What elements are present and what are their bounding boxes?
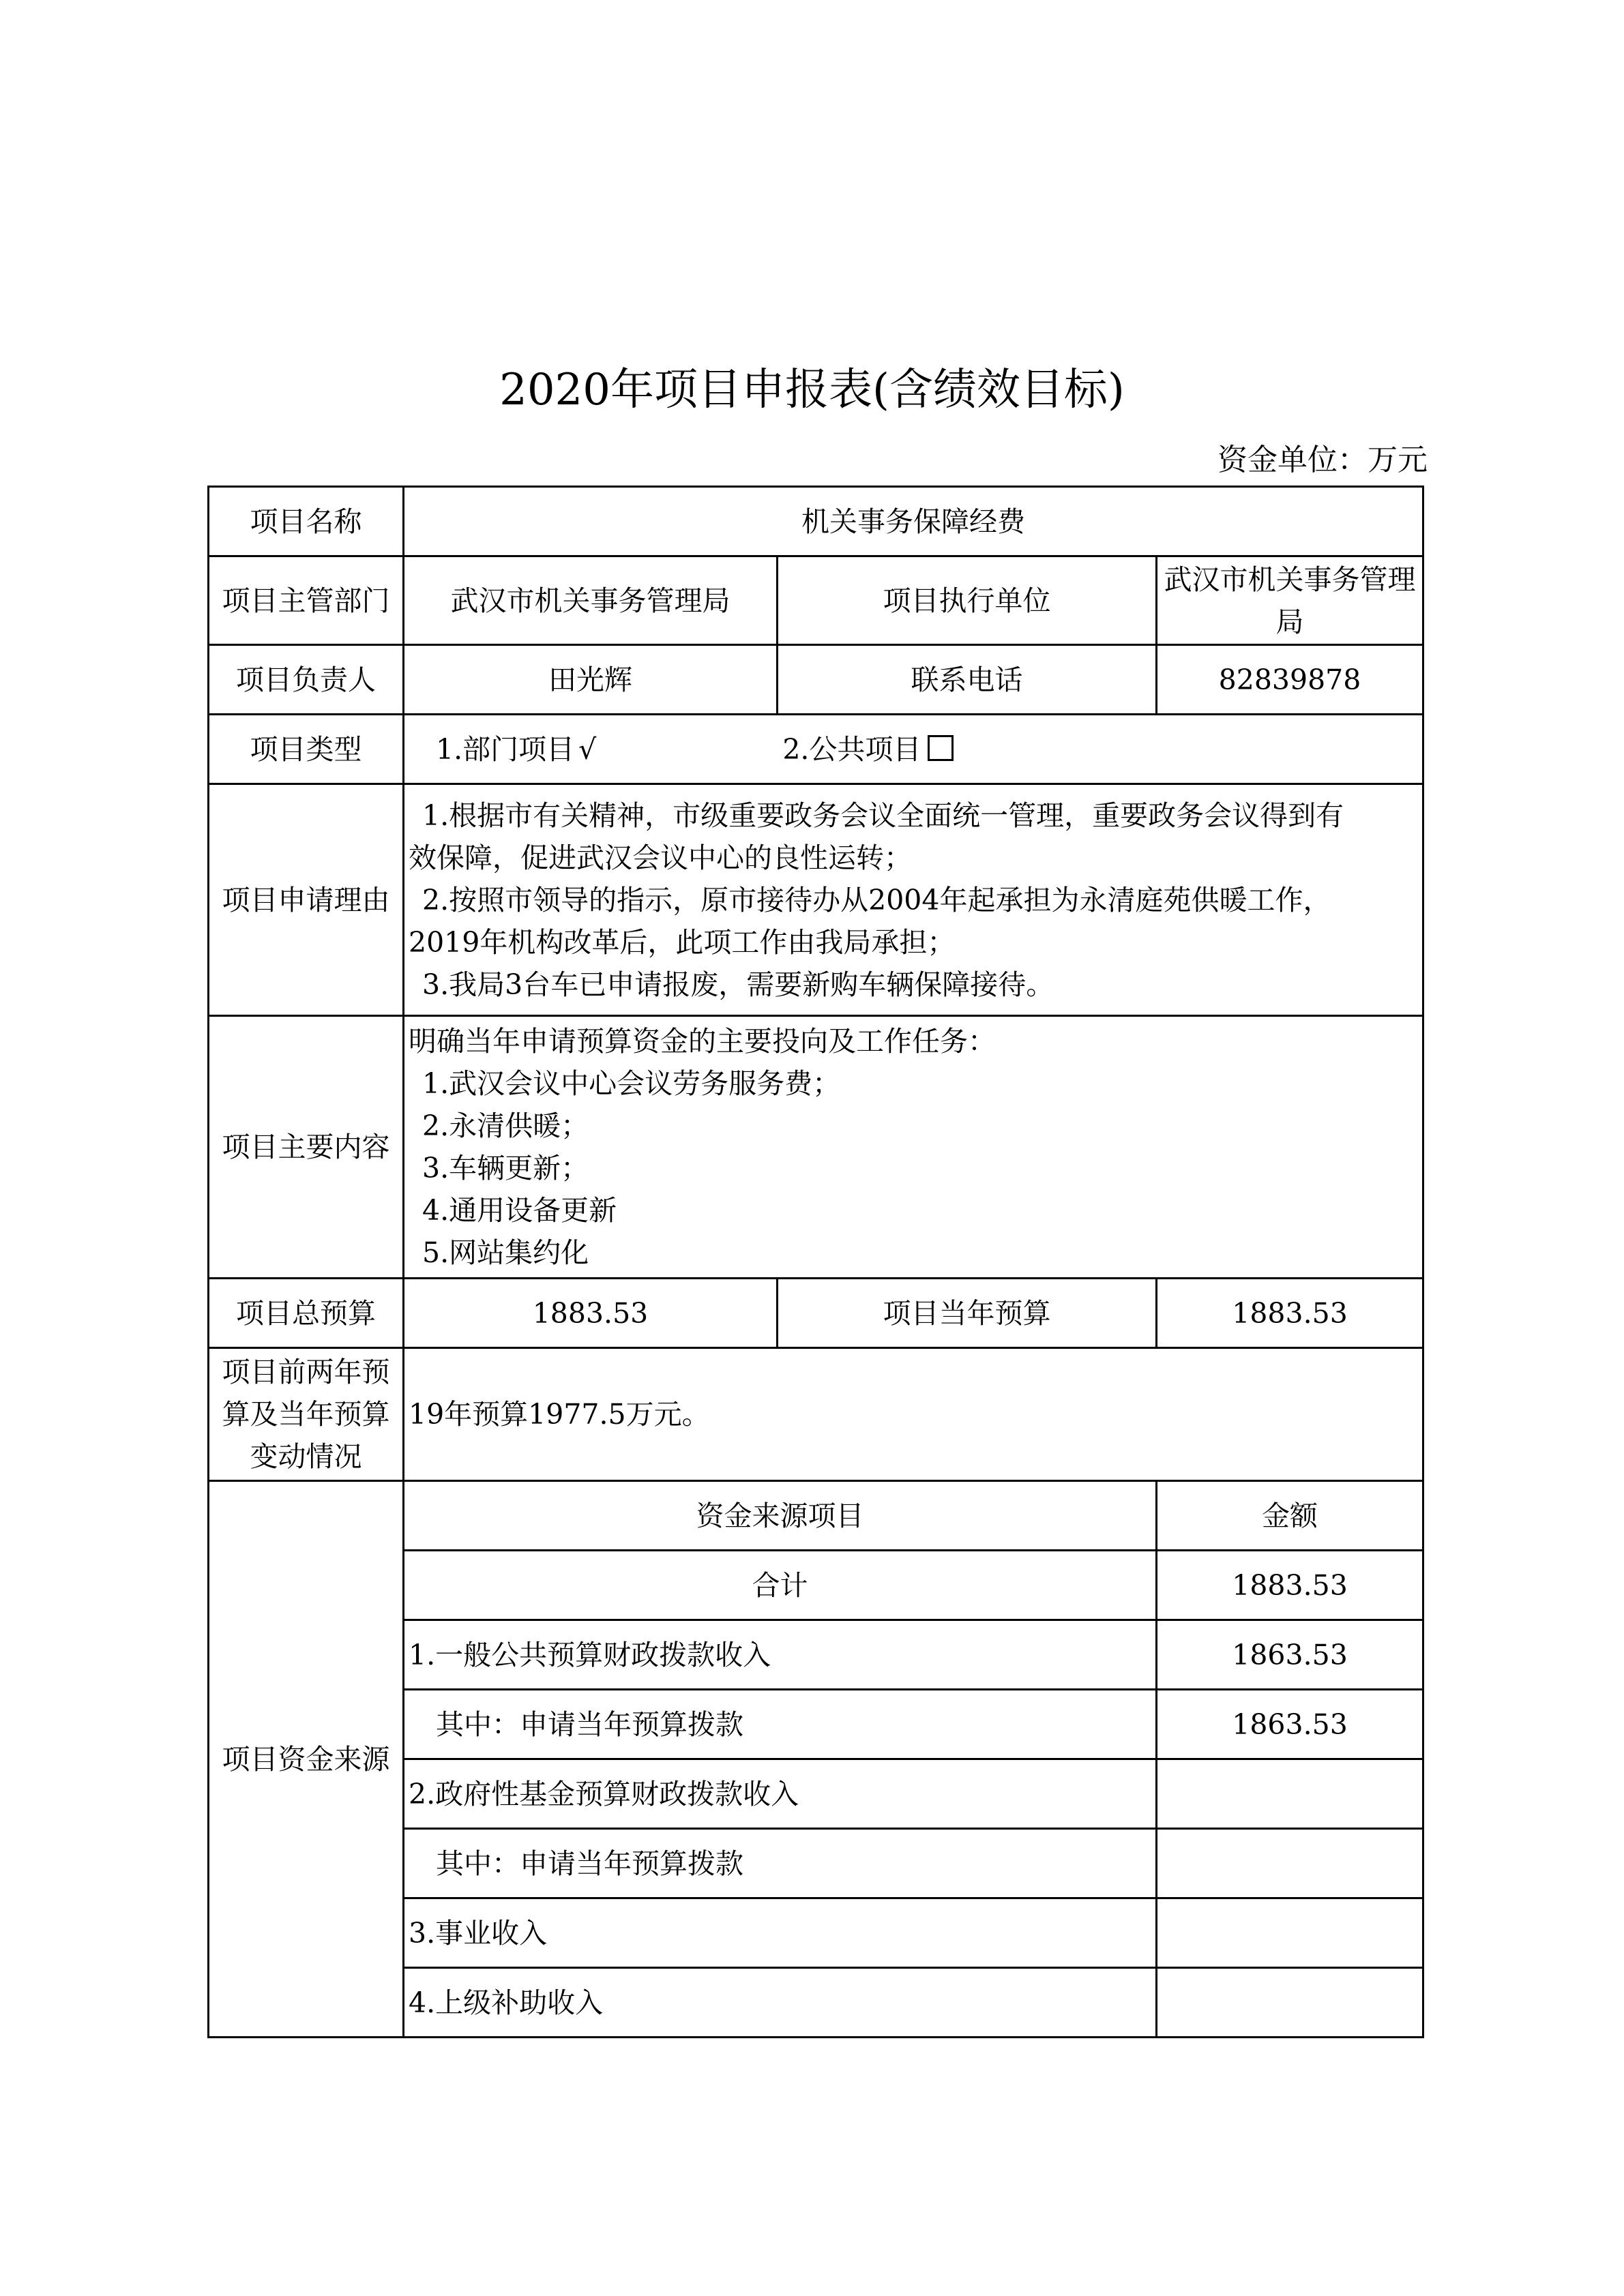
phone-label: 联系电话 (778, 645, 1157, 715)
funding-item-header: 资金来源项目 (404, 1481, 1157, 1551)
reason-line: 2.按照市领导的指示，原市接待办从2004年起承担为永清庭苑供暖工作， (422, 883, 1331, 916)
row-main-content (209, 1016, 1423, 1279)
row-budget-change (209, 1348, 1423, 1481)
funding-item-amount (1157, 1898, 1423, 1968)
funding-item-name: 其中：申请当年预算拨款 (404, 1690, 1157, 1759)
project-type-options (404, 715, 1423, 784)
content-line: 5.网站集约化 (422, 1236, 589, 1269)
annual-budget-label: 项目当年预算 (778, 1279, 1157, 1348)
funding-amount-header: 金额 (1157, 1481, 1423, 1551)
budget-change-label (209, 1348, 404, 1481)
project-application-table (207, 486, 1424, 2038)
type-option-department-label: 1.部门项目 (436, 732, 575, 766)
funding-item-name: 其中：申请当年预算拨款 (404, 1829, 1157, 1898)
content-line: 1.武汉会议中心会议劳务服务费； (422, 1067, 841, 1100)
project-type-label: 项目类型 (209, 715, 404, 784)
type-option-public (782, 728, 954, 771)
checkmark-icon: √ (578, 732, 597, 766)
application-reason-label: 项目申请理由 (209, 784, 404, 1016)
content-line: 3.车辆更新； (422, 1152, 589, 1184)
main-content-text (404, 1016, 1423, 1279)
department-value: 武汉市机关事务管理局 (404, 556, 778, 645)
row-project-name (209, 487, 1423, 556)
main-content-label: 项目主要内容 (209, 1016, 404, 1279)
executing-unit-value (1157, 556, 1423, 645)
owner-label: 项目负责人 (209, 645, 404, 715)
funding-item-amount (1157, 1759, 1423, 1829)
annual-budget-value: 1883.53 (1157, 1279, 1423, 1348)
budget-change-label-line: 项目前两年预 (222, 1356, 390, 1388)
document-title: 2020年项目申报表(含绩效目标) (499, 365, 1125, 415)
row-project-type (209, 715, 1423, 784)
type-option-public-label: 2.公共项目 (782, 732, 921, 766)
funding-item-amount: 1883.53 (1157, 1551, 1423, 1620)
row-application-reason (209, 784, 1423, 1016)
project-name-label: 项目名称 (209, 487, 404, 556)
content-line: 明确当年申请预算资金的主要投向及工作任务： (409, 1025, 996, 1058)
project-name-value: 机关事务保障经费 (404, 487, 1423, 556)
funding-item-amount: 1863.53 (1157, 1620, 1423, 1690)
funding-source-label: 项目资金来源 (209, 1481, 404, 2038)
owner-value: 田光辉 (404, 645, 778, 715)
phone-value: 82839878 (1157, 645, 1423, 715)
row-funding-header (209, 1481, 1423, 1551)
content-line: 4.通用设备更新 (422, 1194, 617, 1227)
executing-unit-line-1: 武汉市机关事务管理 (1164, 563, 1416, 596)
reason-line: 3.我局3台车已申请报废，需要新购车辆保障接待。 (422, 968, 1054, 1001)
budget-change-value: 19年预算1977.5万元。 (404, 1348, 1423, 1481)
reason-line: 2019年机构改革后，此项工作由我局承担； (409, 925, 956, 959)
row-department (209, 556, 1423, 645)
executing-unit-label: 项目执行单位 (778, 556, 1157, 645)
funding-item-name: 合计 (404, 1551, 1157, 1620)
funding-item-amount: 1863.53 (1157, 1690, 1423, 1759)
funding-item-amount (1157, 1829, 1423, 1898)
type-option-department (436, 728, 596, 771)
row-owner (209, 645, 1423, 715)
funding-item-name: 4.上级补助收入 (404, 1968, 1157, 2038)
reason-line: 1.根据市有关精神，市级重要政务会议全面统一管理，重要政务会议得到有 (422, 799, 1344, 832)
application-reason-text (404, 784, 1423, 1016)
total-budget-value: 1883.53 (404, 1279, 778, 1348)
total-budget-label: 项目总预算 (209, 1279, 404, 1348)
funding-item-name: 1.一般公共预算财政拨款收入 (404, 1620, 1157, 1690)
currency-unit-note: 资金单位：万元 (1217, 443, 1428, 477)
budget-change-label-line: 变动情况 (250, 1440, 362, 1473)
budget-change-label-line: 算及当年预算 (222, 1398, 390, 1431)
funding-item-amount (1157, 1968, 1423, 2038)
content-line: 2.永清供暖； (422, 1109, 589, 1142)
funding-item-name: 3.事业收入 (404, 1898, 1157, 1968)
funding-item-name: 2.政府性基金预算财政拨款收入 (404, 1759, 1157, 1829)
executing-unit-line-2: 局 (1275, 605, 1304, 638)
department-label: 项目主管部门 (209, 556, 404, 645)
row-budget (209, 1279, 1423, 1348)
reason-line: 效保障，促进武汉会议中心的良性运转； (409, 841, 912, 874)
empty-checkbox-icon (928, 735, 954, 761)
